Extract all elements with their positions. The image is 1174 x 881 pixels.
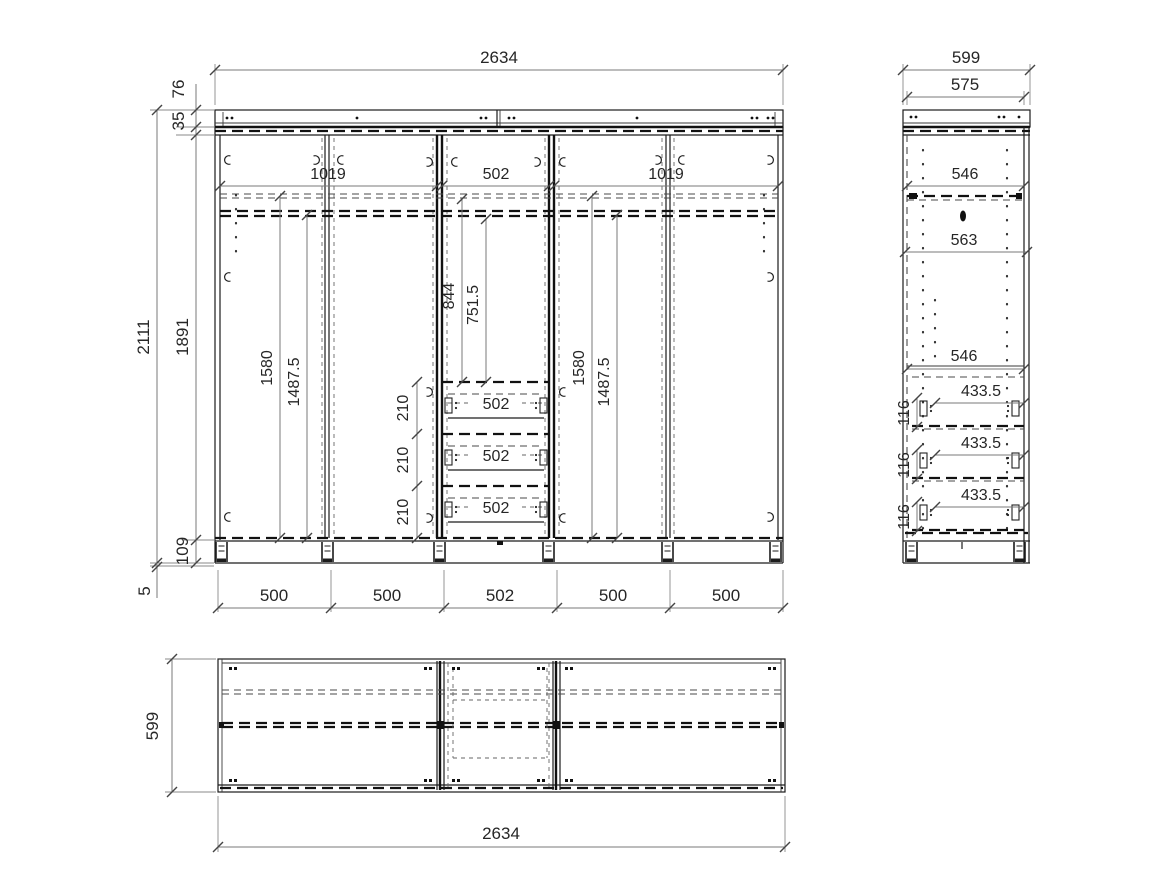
dim-side-interior-2: 563 [950,232,978,249]
dim-left-height-2: 1487.5 [286,357,303,407]
dim-bottom-5: 500 [711,586,741,605]
dim-bottom-4: 500 [598,586,628,605]
dim-front-overall-height: 2111 [134,319,153,355]
dim-side-interior-1: 546 [951,166,979,183]
dim-drawer-height-3: 210 [395,498,412,526]
dim-side-carcass-depth: 575 [950,75,980,94]
dim-side-drawer-height-3: 116 [896,504,913,530]
dim-section-right: 1019 [648,166,684,183]
dim-right-height-2: 1487.5 [596,357,613,407]
dim-left-height-1: 1580 [259,350,276,386]
dim-bottom-2: 500 [372,586,402,605]
dim-plan-width: 2634 [482,824,520,843]
dim-drawer-width-1: 502 [482,396,510,413]
dim-front-overall-width: 2634 [480,48,518,67]
dim-plan-depth: 599 [143,711,162,741]
dim-interior-height: 1891 [173,318,192,356]
dim-side-drawer-height-2: 116 [896,452,913,478]
dim-right-height-1: 1580 [571,350,588,386]
dim-drawer-width-2: 502 [482,448,510,465]
dim-plinth-height: 109 [173,536,192,566]
dim-drawer-height-2: 210 [395,446,412,474]
dim-side-interior-3: 546 [950,348,978,365]
dim-side-overall-depth: 599 [951,48,981,67]
dim-section-mid: 502 [482,166,510,183]
dim-section-left: 1019 [310,166,346,183]
dim-mid-height-1: 844 [441,282,458,310]
dim-top-rail: 35 [169,111,188,131]
dim-side-drawer-height-1: 116 [896,400,913,426]
dim-crown-height: 76 [169,79,188,99]
dim-side-drawer-depth-1: 433.5 [960,383,1002,400]
dim-side-drawer-depth-3: 433.5 [960,487,1002,504]
dim-floor-gap: 5 [135,586,154,596]
dim-side-drawer-depth-2: 433.5 [960,435,1002,452]
dim-bottom-1: 500 [259,586,289,605]
dim-drawer-height-1: 210 [395,394,412,422]
dim-mid-height-2: 751.5 [465,284,482,326]
dim-bottom-3: 502 [485,586,515,605]
dim-drawer-width-3: 502 [482,500,510,517]
